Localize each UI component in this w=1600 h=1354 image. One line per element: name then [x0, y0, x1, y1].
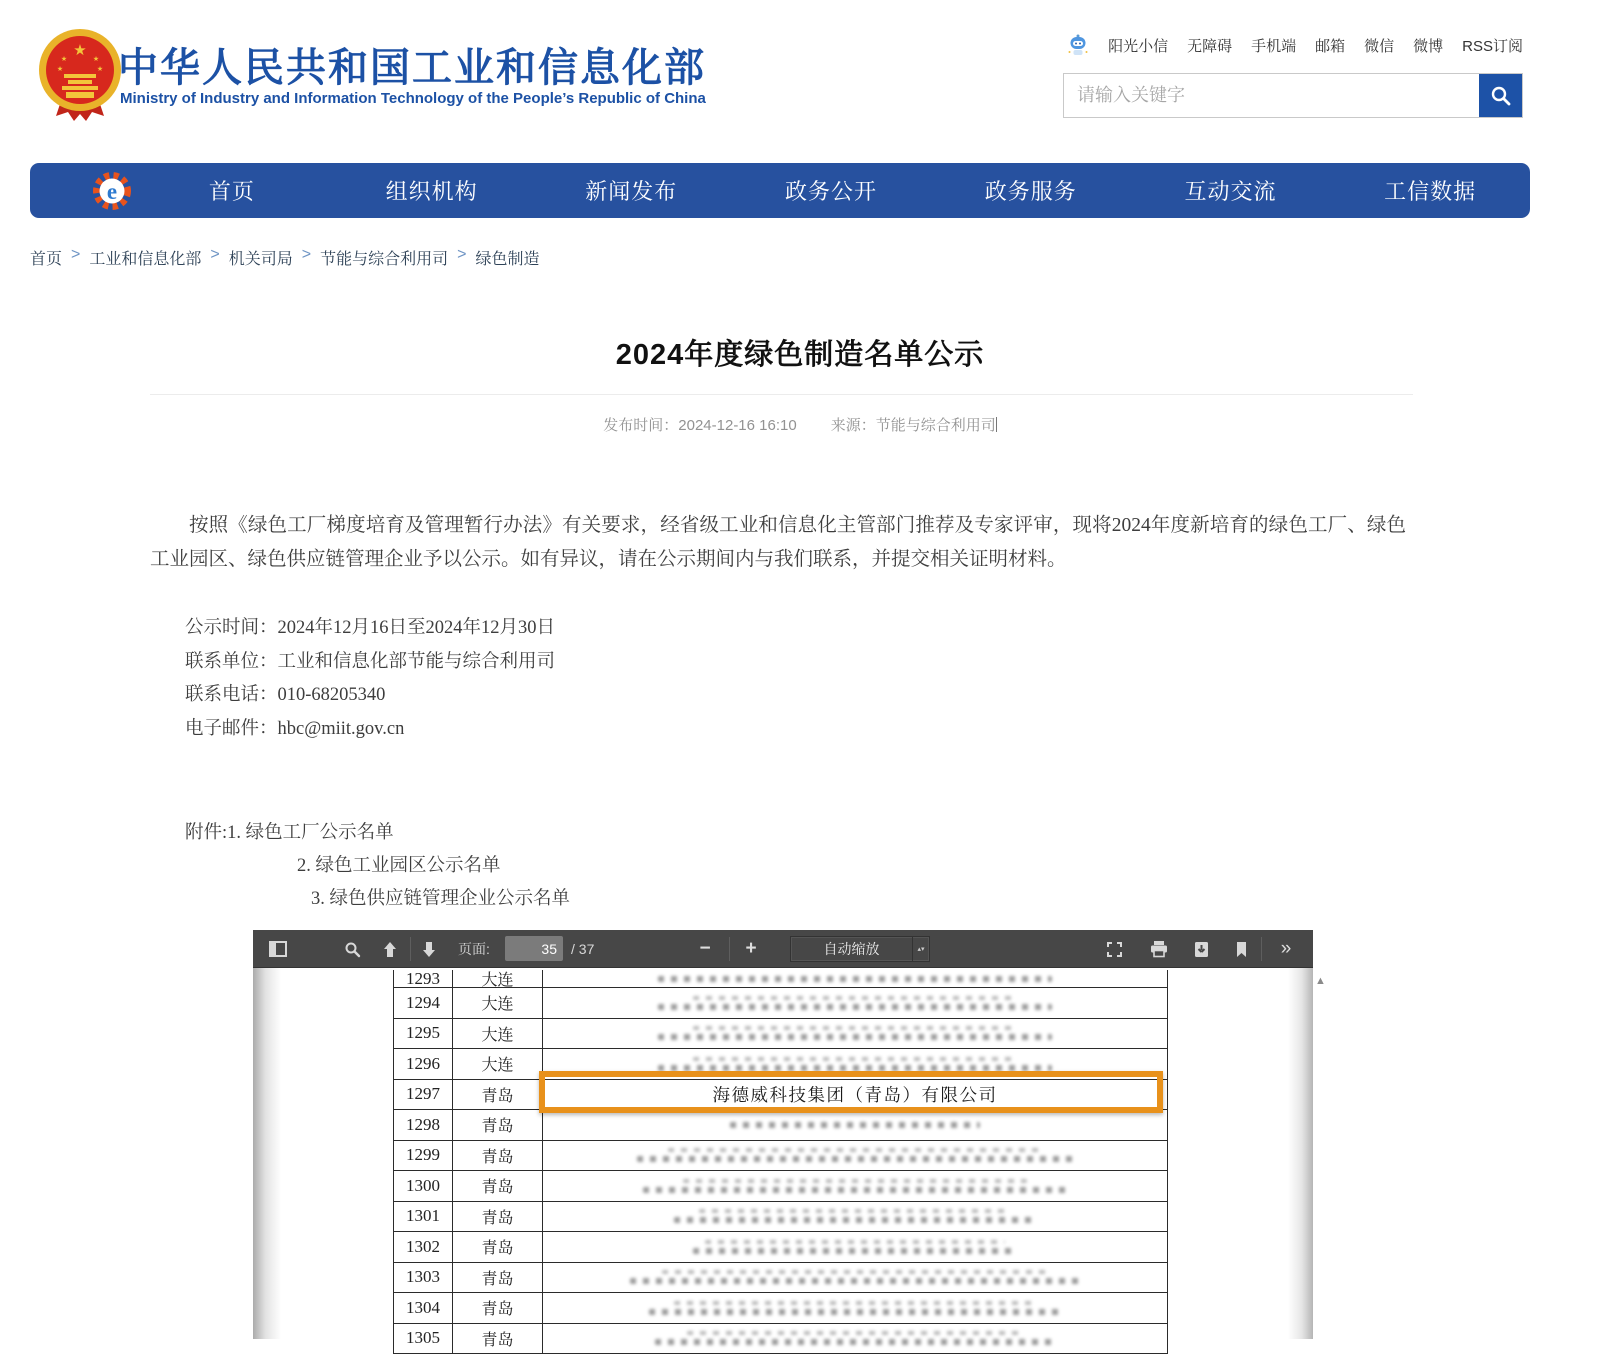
breadcrumb-separator: >	[457, 246, 466, 269]
quick-link-accessibility[interactable]: 无障碍	[1187, 35, 1232, 56]
svg-text:★: ★	[57, 65, 63, 73]
site-subtitle: Ministry of Industry and Information Technology of the People’s Republic of China	[120, 90, 706, 107]
miit-gear-logo-icon	[92, 171, 132, 211]
scroll-up-icon[interactable]: ▲	[1315, 975, 1326, 987]
row-company-blurred	[543, 1141, 1167, 1171]
row-city: 青岛	[453, 1080, 543, 1110]
table-row	[394, 988, 1167, 1019]
sidebar-toggle-icon[interactable]	[265, 930, 291, 968]
row-number: 1304	[394, 1293, 453, 1323]
detail-contact-phone: 联系电话：010-68205340	[185, 680, 385, 706]
row-city: 青岛	[453, 1324, 543, 1354]
toolbar-divider	[729, 937, 730, 961]
row-company-blurred	[543, 1293, 1167, 1323]
toolbar-divider	[1261, 937, 1262, 961]
page-down-icon[interactable]	[416, 930, 442, 968]
row-city: 青岛	[453, 1263, 543, 1293]
row-number: 1293	[394, 970, 453, 987]
quick-link-wechat[interactable]: 微信	[1364, 35, 1394, 56]
national-emblem	[36, 28, 124, 124]
pdf-scrollbar[interactable]	[1313, 968, 1330, 1339]
article-source: 来源：节能与综合利用司	[831, 417, 996, 434]
breadcrumb	[30, 246, 539, 269]
detail-contact-email: 电子邮件：hbc@miit.gov.cn	[185, 714, 404, 740]
row-city: 青岛	[453, 1110, 543, 1140]
svg-text:★: ★	[61, 55, 67, 63]
row-city: 青岛	[453, 1171, 543, 1201]
svg-text:★: ★	[97, 65, 103, 73]
article-paragraph: 按照《绿色工厂梯度培育及管理暂行办法》有关要求，经省级工业和信息化主管部门推荐及专家评审，现将2024年度新培育的绿色工厂、绿色工业园区、绿色供应链管理企业予以公示。如有异议，请在公示期间内与我们联系，并提交相关证明材料。	[150, 509, 1406, 577]
search-bar	[1063, 73, 1523, 118]
find-icon[interactable]	[339, 930, 365, 968]
row-company-blurred	[543, 1324, 1167, 1354]
table-row	[394, 1293, 1167, 1324]
row-city: 大连	[453, 1019, 543, 1049]
zoom-in-button[interactable]: +	[739, 930, 763, 968]
page-up-icon[interactable]	[377, 930, 403, 968]
row-number: 1294	[394, 988, 453, 1018]
row-number: 1301	[394, 1202, 453, 1232]
table-row	[394, 1232, 1167, 1263]
row-city: 大连	[453, 970, 543, 987]
pdf-left-shade	[253, 968, 281, 1339]
quick-link-sunshine[interactable]: 阳光小信	[1108, 35, 1168, 56]
row-number: 1297	[394, 1080, 453, 1110]
attachment-label: 附件:	[185, 823, 227, 843]
nav-item-gov-services[interactable]: 政务服务	[931, 175, 1131, 206]
row-city: 大连	[453, 988, 543, 1018]
table-row	[394, 1141, 1167, 1172]
pdf-right-shade	[1288, 968, 1313, 1339]
main-nav	[30, 163, 1530, 218]
breadcrumb-separator: >	[302, 246, 311, 269]
bookmark-icon[interactable]	[1228, 930, 1254, 968]
nav-item-news[interactable]: 新闻发布	[531, 175, 731, 206]
table-row	[394, 1202, 1167, 1233]
row-company-blurred	[543, 1110, 1167, 1140]
row-company: 海德威科技集团（青岛）有限公司	[543, 1080, 1167, 1110]
svg-text:★: ★	[93, 55, 99, 63]
row-company-blurred	[543, 1171, 1167, 1201]
print-icon[interactable]	[1146, 930, 1172, 968]
row-company-blurred	[543, 1019, 1167, 1049]
row-company-blurred	[543, 1232, 1167, 1262]
row-company-blurred	[543, 1263, 1167, 1293]
nav-item-data[interactable]: 工信数据	[1330, 175, 1530, 206]
attachment-item-3[interactable]: 3. 绿色供应链管理企业公示名单	[311, 884, 570, 910]
row-city: 大连	[453, 1049, 543, 1079]
table-row	[394, 1263, 1167, 1294]
page-number-input[interactable]	[505, 936, 563, 961]
site-title: 中华人民共和国工业和信息化部	[118, 36, 706, 93]
search-input[interactable]	[1064, 74, 1482, 117]
publish-time: 发布时间：2024-12-16 16:10	[603, 417, 796, 434]
row-number: 1305	[394, 1324, 453, 1354]
zoom-out-button[interactable]: −	[693, 930, 717, 968]
row-company-blurred	[543, 1202, 1167, 1232]
row-number: 1298	[394, 1110, 453, 1140]
text-cursor	[996, 417, 997, 432]
table-row	[394, 1049, 1167, 1080]
quick-links	[1067, 33, 1523, 57]
breadcrumb-green-manufacturing[interactable]: 绿色制造	[475, 246, 539, 269]
zoom-mode-label: 自动缩放	[791, 939, 912, 959]
attachment-line-1	[185, 818, 394, 844]
svg-text:★: ★	[73, 42, 86, 59]
row-city: 青岛	[453, 1232, 543, 1262]
row-city: 青岛	[453, 1293, 543, 1323]
row-city: 青岛	[453, 1141, 543, 1171]
search-button[interactable]	[1479, 74, 1522, 117]
presentation-mode-icon[interactable]	[1101, 930, 1127, 968]
pdf-page-area	[253, 968, 1313, 1339]
row-number: 1303	[394, 1263, 453, 1293]
row-number: 1299	[394, 1141, 453, 1171]
breadcrumb-departments[interactable]: 机关司局	[229, 246, 293, 269]
quick-link-weibo[interactable]: 微博	[1413, 35, 1443, 56]
table-row	[394, 970, 1167, 988]
quick-link-rss[interactable]: RSS订阅	[1462, 35, 1523, 56]
quick-link-mail[interactable]: 邮箱	[1315, 35, 1345, 56]
pdf-table	[393, 970, 1168, 1354]
breadcrumb-separator: >	[210, 246, 219, 269]
zoom-mode-select[interactable]	[790, 936, 930, 962]
detail-contact-unit: 联系单位：工业和信息化部节能与综合利用司	[185, 647, 555, 673]
detail-public-period: 公示时间：2024年12月16日至2024年12月30日	[185, 613, 555, 639]
pdf-viewer	[253, 930, 1330, 1339]
table-row	[394, 1324, 1167, 1354]
table-row-highlighted	[394, 1080, 1167, 1111]
row-number: 1295	[394, 1019, 453, 1049]
attachment-item-1[interactable]: 1. 绿色工厂公示名单	[227, 823, 394, 843]
page-total: / 37	[571, 930, 594, 968]
row-company-blurred	[543, 988, 1167, 1018]
row-number: 1300	[394, 1171, 453, 1201]
svg-text:e: e	[107, 179, 117, 204]
attachment-item-2[interactable]: 2. 绿色工业园区公示名单	[297, 851, 501, 877]
article-meta	[0, 414, 1600, 435]
table-row	[394, 1171, 1167, 1202]
title-divider	[150, 394, 1413, 395]
nav-item-interaction[interactable]: 互动交流	[1131, 175, 1331, 206]
article-title: 2024年度绿色制造名单公示	[0, 332, 1600, 373]
breadcrumb-separator: >	[71, 246, 80, 269]
toolbar-divider	[410, 937, 411, 961]
page-label: 页面:	[458, 930, 490, 968]
nav-item-gov-disclosure[interactable]: 政务公开	[731, 175, 931, 206]
search-icon	[1490, 85, 1512, 107]
table-row	[394, 1019, 1167, 1050]
quick-link-mobile[interactable]: 手机端	[1251, 35, 1296, 56]
breadcrumb-home[interactable]: 首页	[30, 246, 62, 269]
pdf-toolbar	[253, 930, 1313, 968]
toolbar-more-icon[interactable]: »	[1271, 930, 1301, 968]
nav-item-home[interactable]: 首页	[132, 175, 332, 206]
zoom-spinner-icon: ▴▾	[912, 937, 929, 961]
robot-icon	[1067, 33, 1089, 57]
row-company-blurred	[543, 1049, 1167, 1079]
row-number: 1296	[394, 1049, 453, 1079]
table-row	[394, 1110, 1167, 1141]
download-icon[interactable]	[1188, 930, 1214, 968]
breadcrumb-energy-dept[interactable]: 节能与综合利用司	[320, 246, 448, 269]
row-city: 青岛	[453, 1202, 543, 1232]
nav-item-organization[interactable]: 组织机构	[332, 175, 532, 206]
row-number: 1302	[394, 1232, 453, 1262]
breadcrumb-miit[interactable]: 工业和信息化部	[89, 246, 201, 269]
row-company-blurred	[543, 970, 1167, 987]
